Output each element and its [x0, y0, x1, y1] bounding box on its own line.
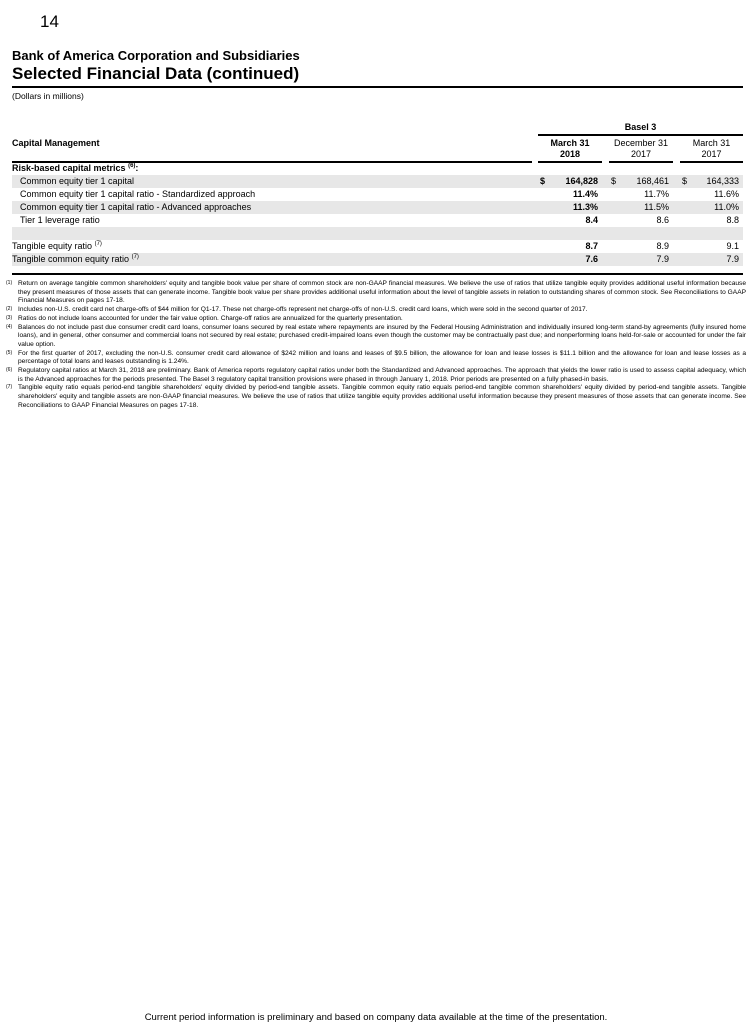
row-label: Common equity tier 1 capital — [20, 176, 135, 186]
footnote-item — [6, 367, 746, 384]
title-divider — [12, 86, 743, 88]
footnote-marker: (2) — [6, 306, 13, 313]
footnote-text: Includes non-U.S. credit card net charge-offs of $44 million for Q1-17. These net charge-offs represent net charge-offs of non-U.S. credit card loans, which were sold in the second quarter of 2017. — [18, 306, 588, 314]
footnote-item — [6, 315, 746, 324]
cell-mar-2017 — [680, 214, 743, 227]
cell-mar-2017 — [680, 175, 743, 188]
footnote-ref: (6) — [128, 163, 136, 169]
column-header-line2: 2017 — [630, 149, 652, 159]
table-row — [12, 214, 743, 227]
cell-mar-2018 — [538, 188, 602, 201]
cell-value: 11.6% — [714, 189, 739, 199]
basel-divider — [538, 134, 743, 136]
footnote-ref: (7) — [94, 241, 102, 247]
table-row — [12, 175, 743, 188]
row-label-text: Tangible equity ratio — [12, 241, 93, 251]
footnote-text: Regulatory capital ratios at March 31, 2018 are preliminary. Bank of America reports regulatory capital ratios under both the Standardized and Advanced approaches. The approach that yields the lower ratio is used to assess capital adequacy, which is the Advanced approaches for the periods presented. The Basel 3 regulatory capital transition provisions were phased in through January 1, 2018. Prior periods are presented on a fully phased-in basis. — [18, 367, 746, 383]
footnote-marker: (5) — [6, 349, 13, 356]
footnote-marker: (3) — [6, 314, 13, 321]
column-header-line1: March 31 — [550, 138, 590, 148]
footnote-item — [6, 384, 746, 410]
cell-mar-2018 — [538, 175, 602, 188]
cell-dec-2017 — [609, 188, 673, 201]
cell-value: 8.4 — [585, 215, 598, 225]
column-header-dec-2017 — [609, 138, 673, 160]
cell-dec-2017 — [609, 253, 673, 266]
footnote-text: For the first quarter of 2017, excluding the non-U.S. consumer credit card allowance of $242 million and loans and leases of $9.5 billion, the allowance for loan and lease losses is $11.1 billion and the allowance for loan and lease losses as a percentage of total loans and leases outstanding is 1.24%. — [18, 349, 746, 366]
column-header-line2: 2018 — [559, 149, 581, 159]
cell-value: 7.6 — [585, 254, 598, 264]
row-label: Tier 1 leverage ratio — [20, 215, 100, 225]
footnote-text: Balances do not include past due consumer credit card loans, consumer loans secured by real estate where repayments are insured by the Federal Housing Administration and individually insured long-term stand-by agreements (fully insured home loans), and in general, other consumer and commercial loans not secured by real estate; purchased credit-impaired loans even though the customer may be contractually past due; and nonperforming loans held-for-sale or accounted for under the fair value option. — [18, 323, 746, 348]
cell-value: 11.0% — [714, 202, 739, 212]
currency-symbol: $ — [611, 176, 617, 186]
risk-based-capital-label — [12, 163, 138, 173]
cell-value: 11.7% — [644, 189, 669, 199]
cell-value: 11.4% — [572, 189, 598, 199]
footnote-text: Tangible equity ratio equals period-end tangible shareholders' equity divided by period-end tangible assets. Tangible common equity ratio equals period-end tangible common shareholders' equity divided by period-end tangible assets. Tangible shareholders' equity and tangible assets are non-GAAP financial measures. We believe the use of ratios that utilize tangible equity provides additional useful information because they present measures of those assets that can generate income. See Reconciliations to GAAP Financial Measures on pages 17-18. — [18, 384, 746, 409]
header-divider — [609, 161, 673, 163]
cell-mar-2017 — [680, 240, 743, 253]
row-label: Common equity tier 1 capital ratio - Standardized approach — [20, 189, 256, 199]
cell-dec-2017 — [609, 201, 673, 214]
footnotes — [6, 280, 746, 411]
cell-value: 164,828 — [565, 176, 598, 186]
cell-mar-2018 — [538, 214, 602, 227]
cell-dec-2017 — [609, 240, 673, 253]
cell-value: 11.5% — [644, 202, 669, 212]
column-header-mar-2018 — [538, 138, 602, 160]
cell-value: 7.9 — [726, 254, 739, 264]
header-divider — [680, 161, 743, 163]
footnote-ref: (7) — [131, 254, 139, 260]
currency-symbol: $ — [540, 176, 546, 186]
footnote-item — [6, 280, 746, 306]
header-divider — [538, 161, 602, 163]
table-row — [12, 240, 743, 253]
row-label: Common equity tier 1 capital ratio - Advanced approaches — [20, 202, 252, 212]
cell-mar-2018 — [538, 253, 602, 266]
cell-value: 8.9 — [656, 241, 669, 251]
currency-symbol: $ — [682, 176, 688, 186]
table-row — [12, 188, 743, 201]
cell-mar-2017 — [680, 253, 743, 266]
row-label — [12, 240, 102, 253]
cell-value: 8.6 — [656, 215, 669, 225]
cell-value: 164,333 — [706, 176, 739, 186]
footnote-item — [6, 306, 746, 315]
page-number: 14 — [40, 12, 59, 31]
footnote-text: Return on average tangible common shareholders' equity and tangible book value per share of common stock are non-GAAP financial measures. We believe the use of ratios that utilize tangible equity provides additional useful information because they present measures of those assets that can generate income. Tangible book value per share provides additional useful information about the level of tangible assets in relation to outstanding shares of common stock. See Reconciliations to GAAP Financial Measures on pages 17-18. — [18, 280, 746, 305]
footnote-marker: (4) — [6, 323, 13, 330]
cell-mar-2017 — [680, 188, 743, 201]
cell-value: 9.1 — [726, 241, 739, 251]
footnote-marker: (6) — [6, 367, 13, 374]
cell-dec-2017 — [609, 214, 673, 227]
units-note: (Dollars in millions) — [12, 91, 84, 101]
column-header-line1: December 31 — [613, 138, 669, 148]
cell-value: 11.3% — [572, 202, 598, 212]
table-row — [12, 201, 743, 214]
page-title: Selected Financial Data (continued) — [12, 64, 300, 83]
column-header-line2: 2017 — [701, 149, 722, 159]
cell-mar-2017 — [680, 201, 743, 214]
page-footer: Current period information is preliminary and based on company data available at the time of the presentation. — [144, 1012, 608, 1023]
footnote-marker: (7) — [6, 384, 13, 391]
footnote-item — [6, 350, 746, 367]
column-header-line1: March 31 — [692, 138, 731, 148]
footnote-marker: (1) — [6, 280, 13, 286]
company-name: Bank of America Corporation and Subsidiaries — [12, 48, 300, 63]
column-header-mar-2017 — [680, 138, 743, 160]
cell-mar-2018 — [538, 201, 602, 214]
subsection-suffix: : — [135, 163, 139, 173]
cell-value: 8.8 — [726, 215, 739, 225]
cell-value: 8.7 — [585, 241, 598, 251]
section-header: Capital Management — [12, 138, 100, 148]
basel-group-header: Basel 3 — [624, 122, 657, 132]
table-row — [12, 253, 743, 266]
cell-dec-2017 — [609, 175, 673, 188]
spacer-row — [12, 227, 743, 240]
table-bottom-divider — [12, 273, 743, 275]
cell-mar-2018 — [538, 240, 602, 253]
cell-value: 168,461 — [636, 176, 669, 186]
subsection-text: Risk-based capital metrics — [12, 163, 126, 173]
cell-value: 7.9 — [656, 254, 669, 264]
footnote-item — [6, 324, 746, 350]
row-label — [12, 253, 139, 266]
row-label-text: Tangible common equity ratio — [12, 254, 130, 264]
footnote-text: Ratios do not include loans accounted for under the fair value option. Charge-off ratios are annualized for the quarterly presentation. — [18, 314, 403, 322]
